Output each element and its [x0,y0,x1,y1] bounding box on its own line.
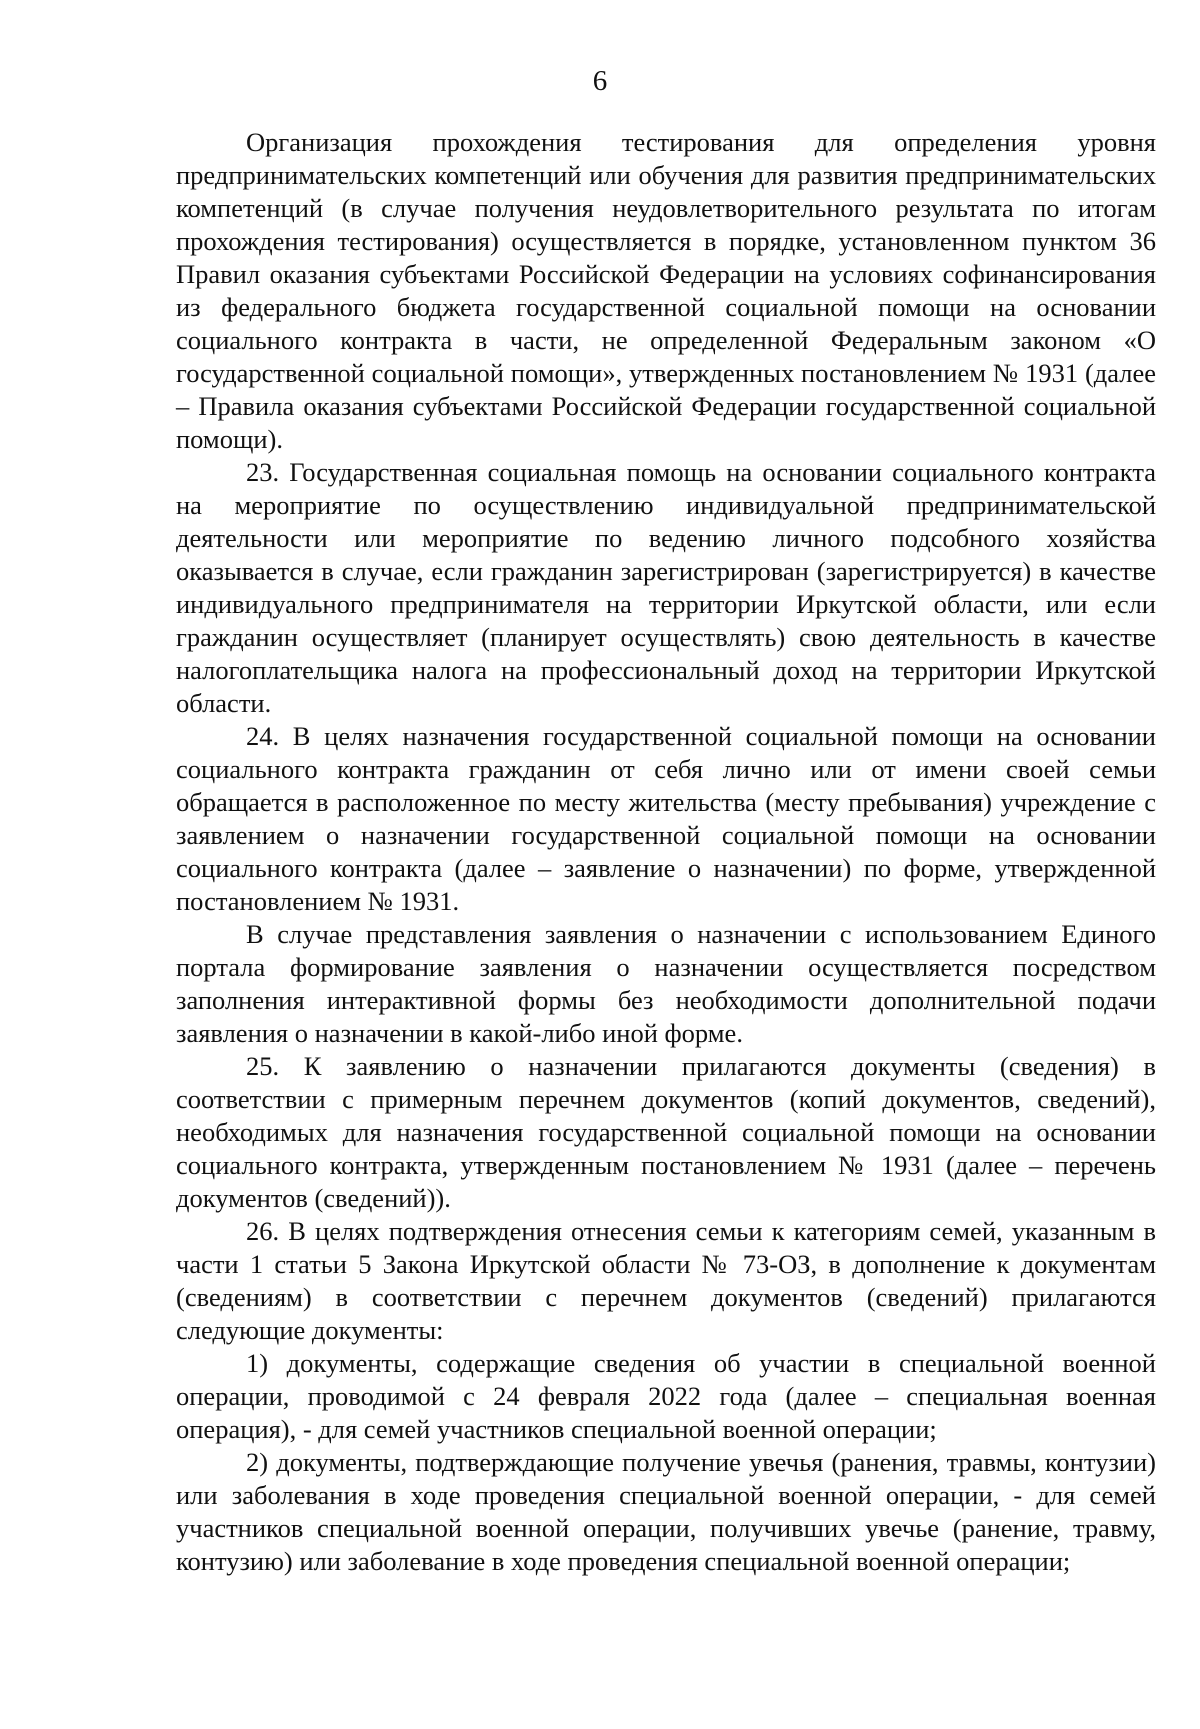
paragraph-testing-organization: Организация прохождения тестирования для определения уровня предпринимательских компетенций или обучения для развития предпринимательских компетенций (в случае получения неудовлетворительного результата по итогам прохождения тестирования) осуществляется в порядке, установленном пунктом 36 Правил оказания субъектами Российской Федерации на условиях софинансирования из федерального бюджета государственной социальной помощи на основании социального контракта в части, не определенной Федеральным законом «О государственной социальной помощи», утвержденных постановлением № 1931 (далее – Правила оказания субъектами Российской Федерации государственной социальной помощи). [176,127,1156,454]
paragraph-unified-portal: В случае представления заявления о назначении с использованием Единого портала формирование заявления о назначении осуществляется посредством заполнения интерактивной формы без необходимости дополнительной подачи заявления о назначении в какой-либо иной форме. [176,919,1156,1048]
page-number: 6 [592,65,608,97]
paragraph-24: 24. В целях назначения государственной социальной помощи на основании социального контракта гражданин от себя лично или от имени своей семьи обращается в расположенное по месту жительства (месту пребывания) учреждение с заявлением о назначении государственной социальной помощи на основании социального контракта (далее – заявление о назначении) по форме, утвержденной постановлением № 1931. [176,721,1156,916]
paragraph-23: 23. Государственная социальная помощь на основании социального контракта на мероприятие по осуществлению индивидуальной предпринимательской деятельности или мероприятие по ведению личного подсобного хозяйства оказывается в случае, если гражданин зарегистрирован (зарегистрируется) в качестве индивидуального предпринимателя на территории Иркутской области, или если гражданин осуществляет (планирует осуществлять) свою деятельность в качестве налогоплательщика налога на профессиональный доход на территории Иркутской области. [176,457,1156,718]
paragraph-26-item-2: 2) документы, подтверждающие получение увечья (ранения, травмы, контузии) или заболевания в ходе проведения специальной военной операции, - для семей участников специальной военной операции, получивших увечье (ранение, травму, контузию) или заболевание в ходе проведения специальной военной операции; [176,1447,1156,1576]
document-body [176,126,1156,1578]
paragraph-26: 26. В целях подтверждения отнесения семьи к категориям семей, указанным в части 1 статьи 5 Закона Иркутской области № 73-ОЗ, в дополнение к документам (сведениям) в соответствии с перечнем документов (сведений) прилагаются следующие документы: [176,1216,1156,1345]
paragraph-26-item-1: 1) документы, содержащие сведения об участии в специальной военной операции, проводимой с 24 февраля 2022 года (далее – специальная военная операция), - для семей участников специальной военной операции; [176,1348,1156,1444]
paragraph-25: 25. К заявлению о назначении прилагаются документы (сведения) в соответствии с примерным перечнем документов (копий документов, сведений), необходимых для назначения государственной социальной помощи на основании социального контракта, утвержденным постановлением № 1931 (далее – перечень документов (сведений)). [176,1051,1156,1213]
